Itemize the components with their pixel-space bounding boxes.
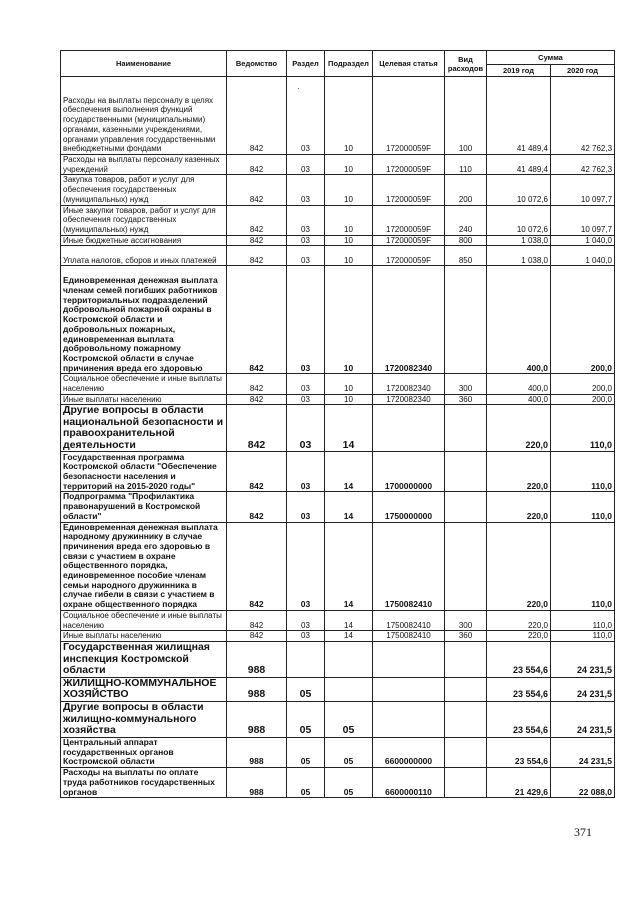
row-subsection: 10: [325, 374, 373, 394]
row-section: 05: [287, 701, 325, 737]
row-dept: 842: [227, 246, 287, 266]
row-subsection: 05: [325, 701, 373, 737]
row-dept: 842: [227, 77, 287, 155]
row-target: 1720082340: [373, 394, 445, 405]
row-value-2020: 1 040,0: [551, 246, 615, 266]
row-type: [445, 266, 487, 374]
row-dept: 842: [227, 205, 287, 235]
row-section: 03: [287, 522, 325, 610]
row-section: 03: [287, 266, 325, 374]
row-target: 1750000000: [373, 492, 445, 522]
table-row: [61, 452, 615, 492]
row-subsection: 14: [325, 610, 373, 630]
row-type: [445, 492, 487, 522]
row-value-2019: 41 489,4: [487, 155, 551, 175]
table-row: [61, 394, 615, 405]
row-value-2020: 24 231,5: [551, 701, 615, 737]
row-type: 110: [445, 155, 487, 175]
row-section: 03: [287, 394, 325, 405]
row-value-2019: 220,0: [487, 405, 551, 452]
row-value-2020: 200,0: [551, 374, 615, 394]
row-dept: 988: [227, 701, 287, 737]
row-name: Другие вопросы в области жилищно-коммунального хозяйства: [61, 701, 227, 737]
row-subsection: 10: [325, 235, 373, 246]
table-row: [61, 246, 615, 266]
table-row: [61, 266, 615, 374]
header-type: Вид расходов: [445, 51, 487, 77]
row-dept: 842: [227, 175, 287, 205]
row-section: [287, 641, 325, 677]
stray-mark: ·: [297, 84, 300, 93]
row-target: 1750082410: [373, 522, 445, 610]
row-value-2019: 41 489,4: [487, 77, 551, 155]
row-value-2020: 42 762,3: [551, 155, 615, 175]
row-dept: 988: [227, 768, 287, 798]
row-subsection: 10: [325, 155, 373, 175]
row-value-2019: 1 038,0: [487, 246, 551, 266]
row-value-2020: 110,0: [551, 492, 615, 522]
row-section: 03: [287, 492, 325, 522]
row-target: [373, 677, 445, 701]
table-row: [61, 631, 615, 642]
row-value-2020: 24 231,5: [551, 641, 615, 677]
row-value-2019: 23 554,6: [487, 737, 551, 767]
row-dept: 842: [227, 522, 287, 610]
row-value-2019: 220,0: [487, 452, 551, 492]
row-section: 03: [287, 155, 325, 175]
page-number: 371: [574, 825, 592, 839]
header-dept: Ведомство: [227, 51, 287, 77]
row-value-2019: 400,0: [487, 266, 551, 374]
row-section: 03: [287, 374, 325, 394]
row-name: Расходы на выплаты персоналу казенных учреждений: [61, 155, 227, 175]
row-value-2020: 22 088,0: [551, 768, 615, 798]
table-row: [61, 768, 615, 798]
table-row: [61, 205, 615, 235]
row-name: Расходы на выплаты персоналу в целях обеспечения выполнения функций государственными (муниципальными) органами, казенными учреждениями, органами управления государственными внебюджетными фондами: [61, 77, 227, 155]
row-section: 03: [287, 405, 325, 452]
row-value-2019: 10 072,6: [487, 175, 551, 205]
row-value-2019: 400,0: [487, 374, 551, 394]
row-target: 1720082340: [373, 374, 445, 394]
row-subsection: 14: [325, 631, 373, 642]
row-name: Подпрограмма "Профилактика правонарушений в Костромской области": [61, 492, 227, 522]
row-value-2019: 23 554,6: [487, 701, 551, 737]
row-value-2020: 110,0: [551, 631, 615, 642]
header-sum: Сумма: [487, 51, 615, 65]
table-row: [61, 175, 615, 205]
row-dept: 842: [227, 405, 287, 452]
row-name: Единовременная денежная выплата членам семей погибших работников территориальных подразделений добровольной пожарной охраны в Костромской области и добровольных пожарных, единовременная выплата добровольному пожарному Костромской области в случае причинения вреда его здоровью: [61, 266, 227, 374]
row-target: 1750082410: [373, 610, 445, 630]
table-row: [61, 701, 615, 737]
row-value-2020: 42 762,3: [551, 77, 615, 155]
row-dept: 842: [227, 266, 287, 374]
header-target: Целевая статья: [373, 51, 445, 77]
row-value-2020: 110,0: [551, 522, 615, 610]
row-type: 100: [445, 77, 487, 155]
row-value-2020: 1 040,0: [551, 235, 615, 246]
row-target: 1720082340: [373, 266, 445, 374]
header-section: Раздел: [287, 51, 325, 77]
table-row: [61, 737, 615, 767]
row-subsection: 14: [325, 452, 373, 492]
row-type: 200: [445, 175, 487, 205]
row-subsection: 10: [325, 77, 373, 155]
row-type: [445, 452, 487, 492]
row-type: 300: [445, 610, 487, 630]
row-value-2020: 10 097,7: [551, 175, 615, 205]
row-target: 6600000110: [373, 768, 445, 798]
row-type: [445, 522, 487, 610]
row-name: ЖИЛИЩНО-КОММУНАЛЬНОЕ ХОЗЯЙСТВО: [61, 677, 227, 701]
row-section: 05: [287, 677, 325, 701]
table-header: [61, 51, 615, 77]
table-row: [61, 374, 615, 394]
row-dept: 988: [227, 641, 287, 677]
row-target: [373, 405, 445, 452]
row-type: [445, 737, 487, 767]
row-value-2020: 110,0: [551, 405, 615, 452]
row-subsection: 05: [325, 768, 373, 798]
row-subsection: 10: [325, 394, 373, 405]
row-dept: 842: [227, 374, 287, 394]
budget-table: [60, 50, 615, 798]
row-section: 03: [287, 235, 325, 246]
table-row: [61, 522, 615, 610]
row-name: Иные выплаты населению: [61, 631, 227, 642]
row-dept: 988: [227, 677, 287, 701]
row-value-2019: 23 554,6: [487, 641, 551, 677]
row-name: Государственная жилищная инспекция Костромской области: [61, 641, 227, 677]
row-target: 1700000000: [373, 452, 445, 492]
row-target: 172000059F: [373, 235, 445, 246]
row-type: 800: [445, 235, 487, 246]
row-target: 172000059F: [373, 77, 445, 155]
row-type: [445, 677, 487, 701]
row-dept: 842: [227, 394, 287, 405]
row-subsection: 14: [325, 522, 373, 610]
row-type: [445, 405, 487, 452]
table-row: [61, 77, 615, 155]
row-dept: 842: [227, 235, 287, 246]
row-type: [445, 701, 487, 737]
row-section: 03: [287, 246, 325, 266]
row-value-2019: 21 429,6: [487, 768, 551, 798]
row-type: 360: [445, 394, 487, 405]
row-section: 03: [287, 631, 325, 642]
row-subsection: 10: [325, 246, 373, 266]
row-section: 03: [287, 77, 325, 155]
row-value-2020: 110,0: [551, 610, 615, 630]
row-name: Другие вопросы в области национальной безопасности и правоохранительной деятельности: [61, 405, 227, 452]
row-name: Единовременная денежная выплата народному дружиннику в случае причинения вреда его здоровью в связи с участием в охране общественного порядка, единовременное пособие членам семьи народного дружинника в случае гибели в связи с участием в охране общественного порядка: [61, 522, 227, 610]
row-target: [373, 641, 445, 677]
row-type: 360: [445, 631, 487, 642]
row-name: Иные бюджетные ассигнования: [61, 235, 227, 246]
row-value-2020: 10 097,7: [551, 205, 615, 235]
table-row: [61, 235, 615, 246]
row-value-2019: 10 072,6: [487, 205, 551, 235]
row-target: 1750082410: [373, 631, 445, 642]
row-target: 172000059F: [373, 175, 445, 205]
header-year-2020: 2020 год: [551, 65, 615, 77]
row-name: Иные выплаты населению: [61, 394, 227, 405]
row-dept: 842: [227, 492, 287, 522]
row-name: Закупка товаров, работ и услуг для обеспечения государственных (муниципальных) нужд: [61, 175, 227, 205]
row-type: 240: [445, 205, 487, 235]
row-type: [445, 768, 487, 798]
row-value-2019: 220,0: [487, 522, 551, 610]
row-target: 6600000000: [373, 737, 445, 767]
table-row: [61, 641, 615, 677]
row-name: Социальное обеспечение и иные выплаты населению: [61, 610, 227, 630]
row-value-2020: 200,0: [551, 394, 615, 405]
table-row: [61, 610, 615, 630]
header-subsection: Подраздел: [325, 51, 373, 77]
header-name: Наименование: [61, 51, 227, 77]
row-name: Государственная программа Костромской области "Обеспечение безопасности населения и территорий на 2015-2020 годы": [61, 452, 227, 492]
row-subsection: 10: [325, 266, 373, 374]
table-row: [61, 155, 615, 175]
row-name: Центральный аппарат государственных органов Костромской области: [61, 737, 227, 767]
row-value-2019: 220,0: [487, 492, 551, 522]
table-body: [61, 77, 615, 798]
row-name: Расходы на выплаты по оплате труда работников государственных органов: [61, 768, 227, 798]
row-section: 03: [287, 610, 325, 630]
row-value-2019: 220,0: [487, 631, 551, 642]
row-section: 03: [287, 175, 325, 205]
row-name: Уплата налогов, сборов и иных платежей: [61, 246, 227, 266]
row-type: 850: [445, 246, 487, 266]
row-name: Иные закупки товаров, работ и услуг для обеспечения государственных (муниципальных) нужд: [61, 205, 227, 235]
row-subsection: 14: [325, 405, 373, 452]
row-target: [373, 701, 445, 737]
table-row: [61, 677, 615, 701]
row-target: 172000059F: [373, 205, 445, 235]
header-year-2019: 2019 год: [487, 65, 551, 77]
row-dept: 842: [227, 452, 287, 492]
row-value-2019: 23 554,6: [487, 677, 551, 701]
row-value-2020: 200,0: [551, 266, 615, 374]
row-dept: 842: [227, 155, 287, 175]
row-value-2020: 24 231,5: [551, 737, 615, 767]
row-subsection: 10: [325, 175, 373, 205]
row-value-2020: 24 231,5: [551, 677, 615, 701]
row-subsection: [325, 641, 373, 677]
row-dept: 842: [227, 610, 287, 630]
row-name: Социальное обеспечение и иные выплаты населению: [61, 374, 227, 394]
row-section: 05: [287, 737, 325, 767]
row-section: 03: [287, 452, 325, 492]
table-row: [61, 405, 615, 452]
row-subsection: 10: [325, 205, 373, 235]
row-target: 172000059F: [373, 155, 445, 175]
row-subsection: [325, 677, 373, 701]
row-value-2019: 220,0: [487, 610, 551, 630]
row-dept: 842: [227, 631, 287, 642]
row-value-2019: 1 038,0: [487, 235, 551, 246]
row-subsection: 14: [325, 492, 373, 522]
row-type: [445, 641, 487, 677]
row-section: 05: [287, 768, 325, 798]
row-target: 172000059F: [373, 246, 445, 266]
row-subsection: 05: [325, 737, 373, 767]
row-type: 300: [445, 374, 487, 394]
row-value-2019: 400,0: [487, 394, 551, 405]
table-row: [61, 492, 615, 522]
row-section: 03: [287, 205, 325, 235]
row-value-2020: 110,0: [551, 452, 615, 492]
row-dept: 988: [227, 737, 287, 767]
